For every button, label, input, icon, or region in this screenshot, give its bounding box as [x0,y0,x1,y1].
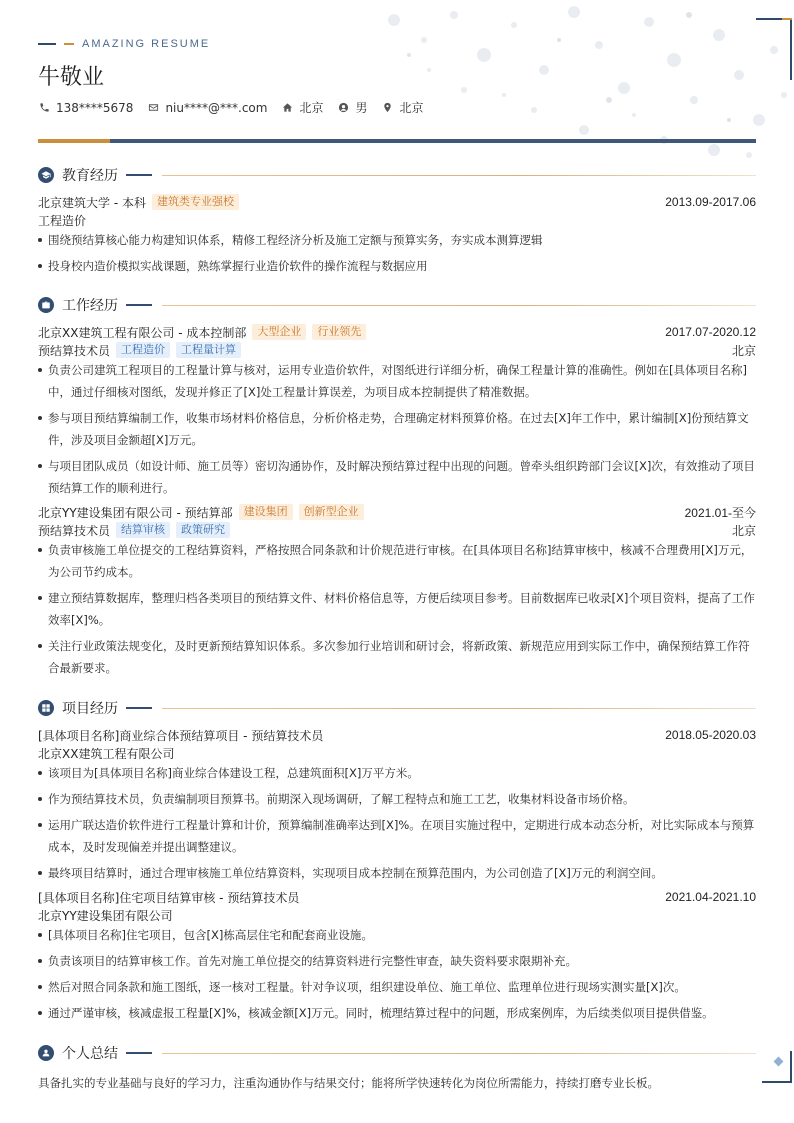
company-name: 北京YY建设集团有限公司 - 预结算部 [38,505,233,520]
job-role: 预结算技术员 [38,523,111,538]
corner-decoration-bottom-right [762,1051,792,1083]
section-header [38,165,756,185]
list-item: 参与项目预结算编制工作，收集市场材料价格信息，分析价格走势，合理确定材料预算价格。在过去[X]年工作中，累计编制[X]份预结算文件，涉及项目金额超[X]万元。 [38,407,756,451]
work-section [38,295,756,683]
school-name: 北京建筑大学 - 本科 [38,195,146,210]
project-org: 北京XX建筑工程有限公司 [38,746,175,761]
gender-text: 男 [355,101,368,115]
bullet-list [38,229,756,277]
company-tag: 建设集团 [239,504,293,520]
entry-date: 2021.04-2021.10 [665,890,756,904]
entry-subheader [38,744,756,762]
header-divider-bar [38,139,756,143]
grid-icon [38,700,54,716]
entry-subheader [38,341,756,359]
home-text: 北京 [299,101,324,115]
entry-header [38,193,756,211]
user-icon [38,1045,54,1061]
school-tag: 建筑类专业强校 [152,194,239,210]
section-rule [162,1053,756,1054]
section-rule [162,708,756,709]
contact-location [381,99,423,116]
corner-decoration-top-right [756,18,792,80]
graduation-cap-icon [38,167,54,183]
briefcase-icon [38,297,54,313]
list-item: 负责该项目的结算审核工作。首先对施工单位提交的结算资料进行完整性审查，缺失资料要求限期补充。 [38,950,756,972]
entry-header [38,726,756,744]
section-rule [162,305,756,306]
contact-home [281,99,323,116]
list-item: 关注行业政策法规变化，及时更新预结算知识体系。多次参加行业培训和研讨会，将新政策、新规范应用到实际工作中，确保预结算工作符合最新要求。 [38,635,756,679]
entry-date: 2018.05-2020.03 [665,728,756,742]
education-section [38,165,756,281]
tagline-accent-dash [64,43,74,45]
section-header [38,295,756,315]
work-entry [38,503,756,679]
bullet-list [38,762,756,884]
location-icon [381,102,393,114]
summary-text: 具备扎实的专业基础与良好的学习力，注重沟通协作与结果交付；能将所学快速转化为岗位所需能力，持续打磨专业长板。 [38,1076,659,1090]
entry-date: 2013.09-2017.06 [665,195,756,209]
project-entry [38,888,756,1024]
section-title: 工作经历 [62,298,118,314]
section-dash [126,1052,152,1054]
skill-tag: 政策研究 [176,522,230,538]
job-role: 预结算技术员 [38,343,111,358]
skill-tag: 工程量计算 [176,342,241,358]
entry-header [38,888,756,906]
section-rule [162,175,756,176]
list-item: 建立预结算数据库，整理归档各类项目的预结算文件、材料价格信息等，方便后续项目参考。目前数据库已收录[X]个项目资料，提高了工作效率[X]%。 [38,587,756,631]
section-title: 个人总结 [62,1046,118,1062]
section-dash [126,174,152,176]
contact-info [38,99,424,116]
skill-tag: 工程造价 [116,342,170,358]
list-item: 最终项目结算时，通过合理审核施工单位结算资料，实现项目成本控制在预算范围内，为公司创造了[X]万元的利润空间。 [38,862,756,884]
phone-text: 138****5678 [56,100,134,115]
section-dash [126,304,152,306]
home-icon [281,102,293,114]
dot-pattern-decoration [334,0,794,170]
education-entry [38,193,756,277]
entry-subheader [38,521,756,539]
mail-icon [147,102,159,114]
email-text: niu****@***.com [165,100,268,115]
candidate-name: 牛敬业 [38,65,105,90]
header-divider-accent [38,139,110,143]
entry-header [38,503,756,521]
list-item: 与项目团队成员（如设计师、施工员等）密切沟通协作，及时解决预结算过程中出现的问题。曾牵头组织跨部门会议[X]次，有效推动了项目预结算工作的顺利进行。 [38,455,756,499]
section-header [38,698,756,718]
summary-section [38,1043,756,1093]
section-header [38,1043,756,1063]
contact-email [147,101,267,115]
bullet-list [38,359,756,499]
list-item: 作为预结算技术员，负责编制项目预算书。前期深入现场调研，了解工程特点和施工工艺，收集材料设备市场价格。 [38,788,756,810]
company-tag: 大型企业 [252,324,306,340]
resume-tagline [38,38,210,50]
project-org: 北京YY建设集团有限公司 [38,908,173,923]
list-item: 然后对照合同条款和施工图纸，逐一核对工程量。针对争议项，组织建设单位、施工单位、监理单位进行现场实测实量[X]次。 [38,976,756,998]
list-item: 负责公司建筑工程项目的工程量计算与核对，运用专业造价软件，对图纸进行详细分析，确保工程量计算的准确性。例如在[具体项目名称]中，通过仔细核对图纸，发现并修正了[X]处工程量计算误差，为项目成本控制提供了精准数据。 [38,359,756,403]
phone-icon [38,102,50,114]
major-name: 工程造价 [38,213,87,228]
section-dash [126,707,152,709]
project-name: [具体项目名称]商业综合体预结算项目 - 预结算技术员 [38,728,324,743]
project-entry [38,726,756,884]
contact-phone [38,101,133,115]
entry-date: 2017.07-2020.12 [665,325,756,339]
entry-subheader [38,906,756,924]
entry-city: 北京 [731,523,756,538]
company-tag: 创新型企业 [299,504,364,520]
skill-tag: 结算审核 [116,522,170,538]
project-name: [具体项目名称]住宅项目结算审核 - 预结算技术员 [38,890,300,905]
list-item: 通过严谨审核，核减虚报工程量[X]%，核减金额[X]万元。同时，梳理结算过程中的问题，形成案例库，为后续类似项目提供借鉴。 [38,1002,756,1024]
bullet-list [38,539,756,679]
company-name: 北京XX建筑工程有限公司 - 成本控制部 [38,325,247,340]
company-tag: 行业领先 [312,324,366,340]
entry-city: 北京 [731,343,756,358]
gender-icon [337,102,349,114]
projects-section [38,698,756,1028]
bullet-list [38,924,756,1024]
entry-header [38,323,756,341]
work-entry [38,323,756,499]
section-title: 项目经历 [62,701,118,717]
list-item: 负责审核施工单位提交的工程结算资料，严格按照合同条款和计价规范进行审核。在[具体项目名称]结算审核中，核减不合理费用[X]万元，为公司节约成本。 [38,539,756,583]
contact-gender [337,99,367,116]
list-item: 投身校内造价模拟实战课题，熟练掌握行业造价软件的操作流程与数据应用 [38,255,756,277]
list-item: 围绕预结算核心能力构建知识体系，精修工程经济分析及施工定额与预算实务，夯实成本测算逻辑 [38,229,756,251]
entry-date: 2021.01-至今 [684,505,756,520]
location-text: 北京 [399,101,424,115]
tagline-dash [38,43,56,45]
section-title: 教育经历 [62,168,118,184]
entry-subheader [38,211,756,229]
list-item: [具体项目名称]住宅项目，包含[X]栋高层住宅和配套商业设施。 [38,924,756,946]
list-item: 该项目为[具体项目名称]商业综合体建设工程，总建筑面积[X]万平方米。 [38,762,756,784]
list-item: 运用广联达造价软件进行工程量计算和计价，预算编制准确率达到[X]%。在项目实施过程中，定期进行成本动态分析，对比实际成本与预算成本，及时发现偏差并提出调整建议。 [38,814,756,858]
tagline-text: AMAZING RESUME [82,38,211,50]
